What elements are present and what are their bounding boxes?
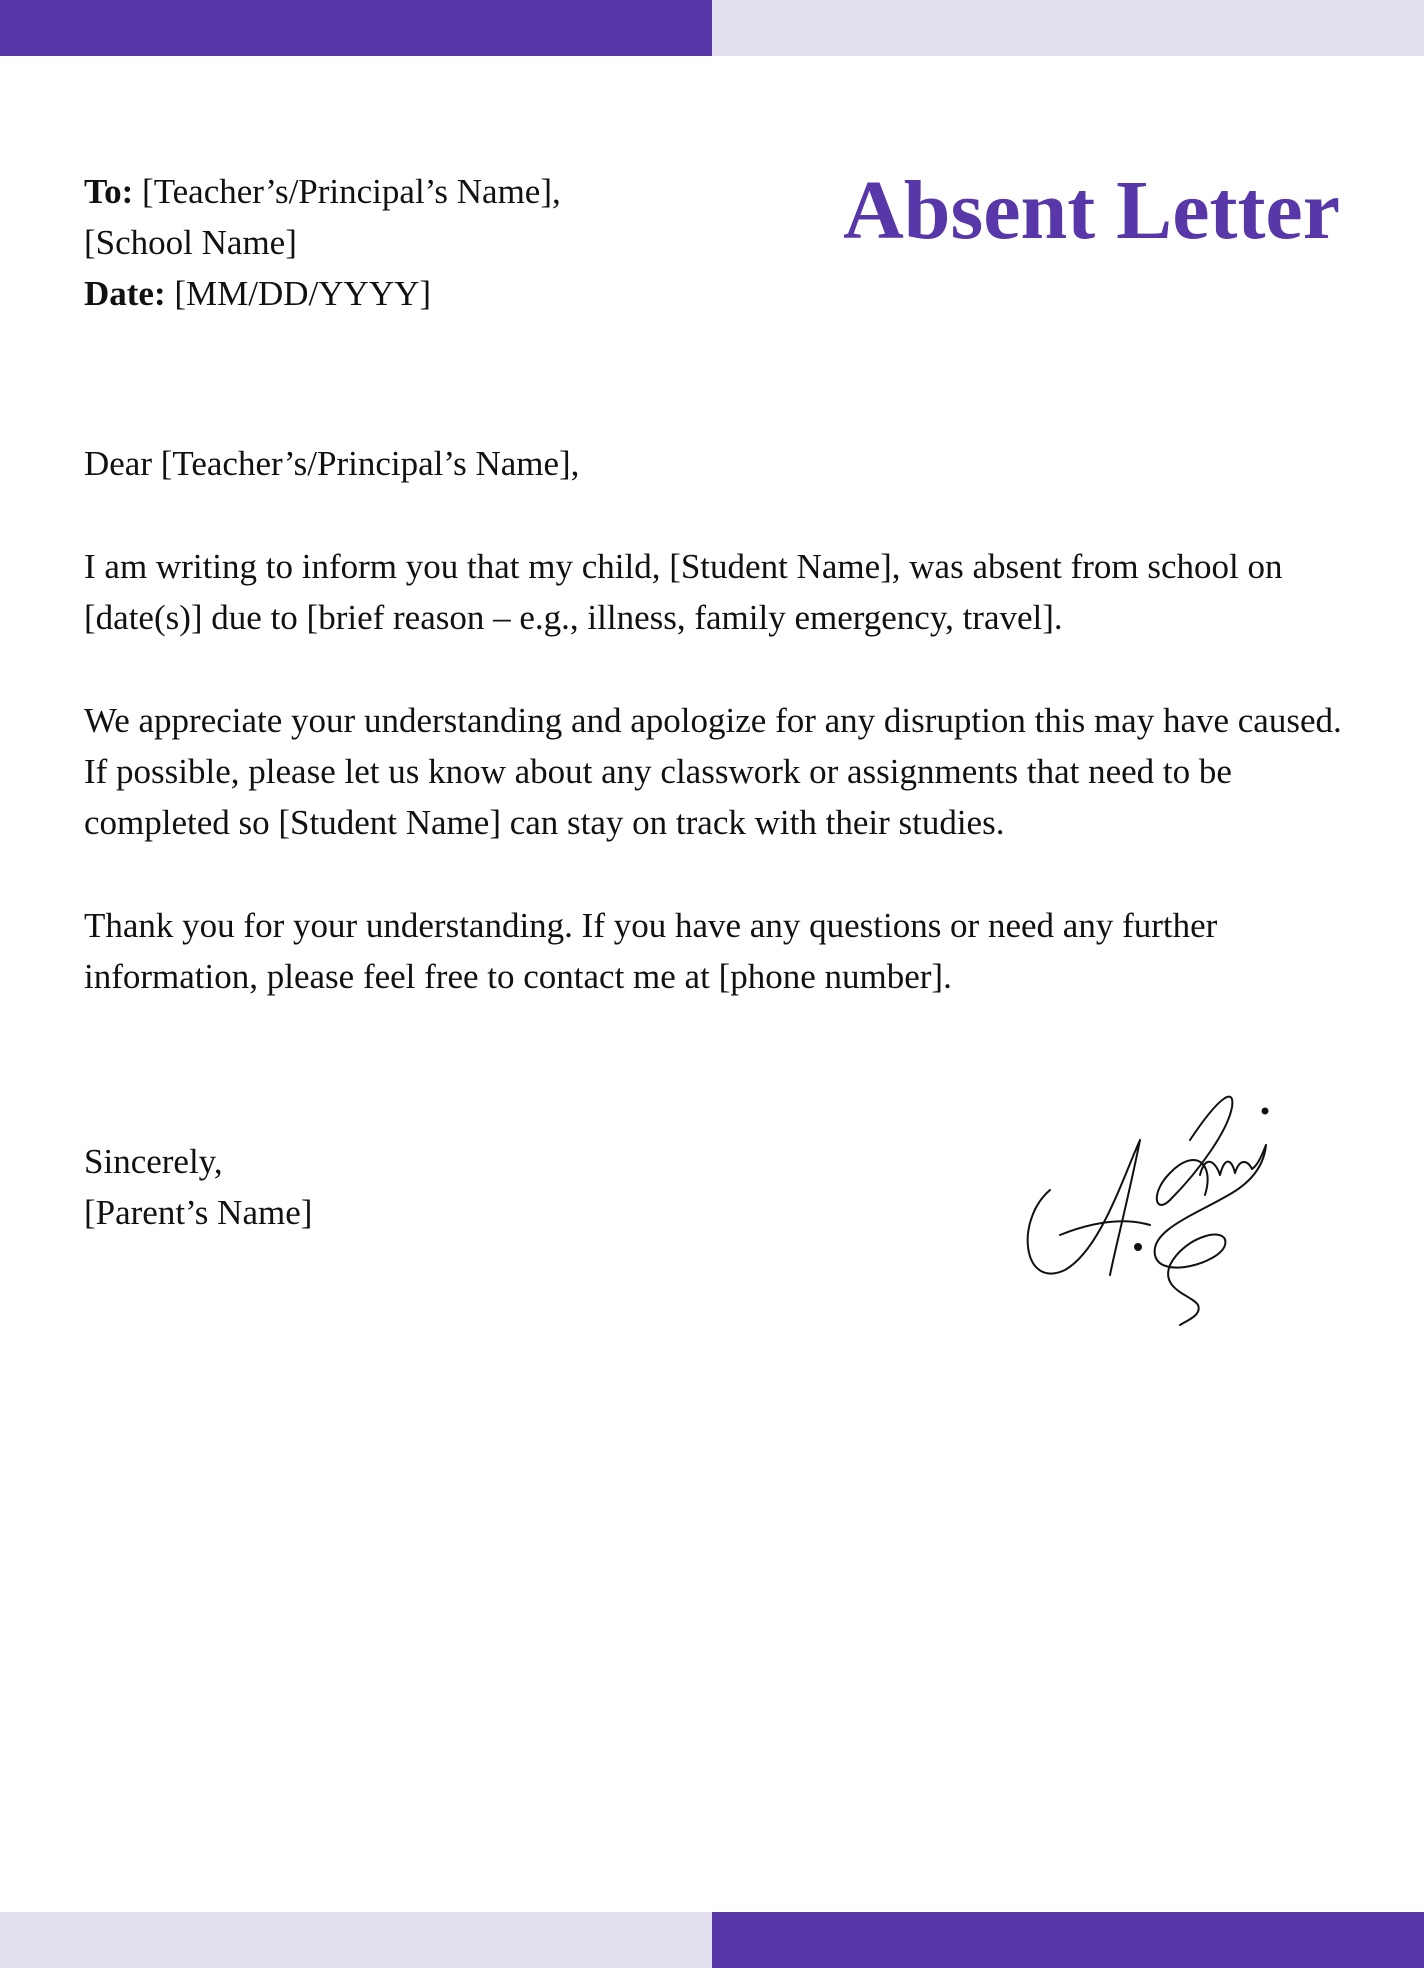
- to-label: To:: [84, 172, 134, 211]
- letter-body: [84, 438, 1344, 1054]
- body-paragraph: I am writing to inform you that my child, [Student Name], was absent from school on [date(s)] due to [brief reason – e.g., illness, family emergency, travel].: [84, 547, 1283, 637]
- document-title: Absent Letter: [843, 164, 1340, 257]
- bottom-light-band: [0, 1912, 712, 1968]
- body-paragraph: We appreciate your understanding and apologize for any disruption this may have caused. If possible, please let us know about any classwork or assignments that need to be completed so [Student Name] can stay on track with their studies.: [84, 701, 1342, 842]
- signature-image: [1020, 1085, 1290, 1330]
- closing-block: [84, 1136, 312, 1238]
- recipient-line: [84, 166, 561, 217]
- recipient-name: [Teacher’s/Principal’s Name],: [142, 172, 561, 211]
- date-label: Date:: [84, 274, 166, 313]
- bottom-accent-band: [712, 1912, 1424, 1968]
- date-line: [84, 268, 561, 319]
- top-accent-band: [0, 0, 712, 56]
- date-value: [MM/DD/YYYY]: [174, 274, 432, 313]
- school-name: [School Name]: [84, 223, 297, 262]
- body-paragraph: Thank you for your understanding. If you have any questions or need any further information, please feel free to contact me at [phone number].: [84, 906, 1218, 996]
- parent-name: [Parent’s Name]: [84, 1193, 313, 1232]
- recipient-block: [84, 166, 561, 319]
- valediction: Sincerely,: [84, 1142, 223, 1181]
- salutation: Dear [Teacher’s/Principal’s Name],: [84, 444, 580, 483]
- top-light-band: [712, 0, 1424, 56]
